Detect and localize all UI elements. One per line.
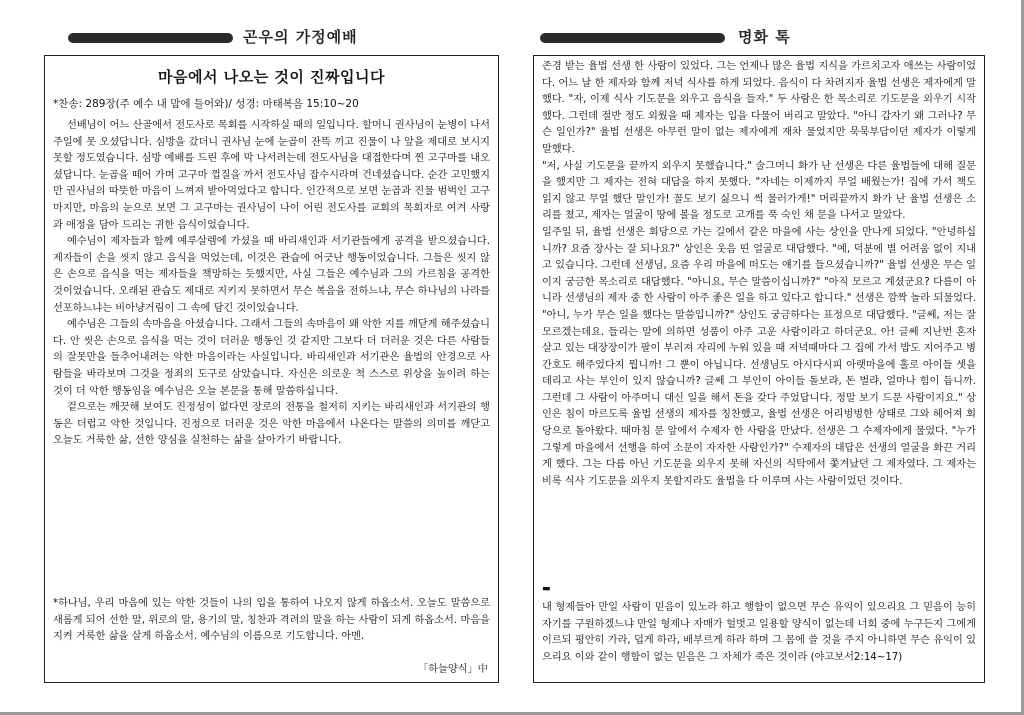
story-paragraph: 존경 받는 율법 선생 한 사람이 있었다. 그는 언제나 많은 율법 지식을 가르치고자 애쓰는 사람이었다. 어느 날 한 제자와 함께 저녁 식사를 하게 되었다. 음식이 다 차려지자 율법 선생은 제자에게 말했다. "자, 이제 식사 기도문을 외우고 음식을 들자." 두 사람은 한 목소리로 기도문을 외우기 시작했다. 그런데 절반 정도 외웠을 때 제자는 입을 다물어 버리고 말았다. "아니 갑자기 왜 그러나? 무슨 일인가?" 율법 선생은 아무런 말이 없는 제자에게 재차 물었지만 묵묵부답이던 제자가 이렇게 말했다. — [542, 61, 976, 155]
right-header-bar — [540, 33, 725, 43]
sermon-paragraph: 선배님이 어느 산골에서 전도사로 목회를 시작하실 때의 일입니다. 할머니 권사님이 눈병이 나서 주일에 못 오셨답니다. 심방을 갔더니 권사님 눈에 눈곱이 잔뜩 끼고 진물이 나 앞을 제대로 보시지 못할 정도였습니다. 심방 예배를 드린 후에 막 나서려는데 전도사님을 대접한다며 찐 고구마를 내오셨답니다. 눈곱을 떼어 가며 고구마 껍질을 까서 전도사님 잡수시라며 건네셨습니다. 순간 고민했지만 권사님의 따뜻한 마음이 느껴져 받아먹었다고 합니다. 인간적으로 보면 눈곱과 진물 범벅인 고구마지만, 마음의 눈으로 보면 그 고구마는 권사님이 나이 어린 전도사를 교회의 목회자로 여겨 사랑과 애정을 담아 드리는 귀한 음식이었습니다. — [53, 120, 490, 231]
hymn-and-scripture: *찬송: 289장(주 예수 내 맘에 들어와)/ 성경: 마태복음 15:10~20 — [53, 98, 359, 110]
story-paragraph: 일주일 뒤, 율법 선생은 회당으로 가는 길에서 같은 마을에 사는 상인을 만나게 되었다. "안녕하십니까? 요즘 장사는 잘 되나요?" 상인은 웃음 띤 얼굴로 대답했다. "예, 덕분에 별 어려움 없이 지내고 있습니다. 그런데 선생님, 요즘 우리 마을에 떠도는 얘기를 들으셨습니까?" 율법 선생은 무슨 일이지 궁금한 목소리로 대답했다. "아니요, 무슨 말씀이십니까?" "아직 모르고 계셨군요? 다름이 아니라 선생님의 제자 중 한 사람이 아주 좋은 일을 하고 있다고 합니다." 선생은 깜짝 놀라 되물었다. "아니, 누가 무슨 일을 했다는 말씀입니까?" 상인도 궁금하다는 표정으로 대답했다. "글쎄, 저는 잘 모르겠는데요. 들리는 말에 의하면 성품이 아주 고운 사람이라고 하더군요. 아! 글쎄 지난번 혼자 살고 있는 대장장이가 팔이 부러져 자리에 누워 있을 때 저녁때마다 그 집에 가서 밥도 지어주고 병간호도 해주었다지 뭡니까! 그 뿐이 아닙니다. 선생님도 아시다시피 아랫마을에 홀로 아이들 셋을 데리고 사는 부인이 있지 않습니까? 글쎄 그 부인이 아이들 돌보랴, 돈 벌랴, 얼마나 힘이 듭니까. 그런데 그 사람이 아주머니 대신 일을 해서 돈을 갖다 주었답니다. 정말 보기 드문 사람이지요." 상인은 침이 마르도록 율법 선생의 제자를 칭찬했고, 율법 선생은 어리벙벙한 상태로 그와 헤어져 회당으로 돌아왔다. 때마침 문 앞에서 수제자 한 사람을 만났다. 선생은 그 수제자에게 물었다. "누가 그렇게 마을에서 선행을 하여 소문이 자자한 사람인가?" 수제자의 대답은 선생의 얼굴을 화끈 거리게 했다. 그는 다름 아닌 기도문을 외우지 못해 자신의 식탁에서 쫓겨났던 그 제자였다. 그 제자는 비록 식사 기도문을 외우지 못할지라도 율법을 다 이루며 사는 사람이었던 것이다. — [542, 226, 976, 487]
sermon-paragraph: 예수님이 제자들과 함께 예루살렘에 가셨을 때 바리새인과 서기관들에게 공격을 받으셨습니다. 제자들이 손을 씻지 않고 음식을 먹었는데, 이것은 관습에 어긋난 행동이었습니다. 그들은 씻지 않은 손으로 음식을 먹는 제자들을 책망하는 듯했지만, 사실 그들은 예수님과 그의 가르침을 공격한 것이었습니다. 오래된 관습도 제대로 지키지 못하면서 무슨 복음을 전하느냐, 무슨 하나님의 나라를 선포하느냐는 비아냥거림이 그 속에 담긴 것이었습니다. — [53, 236, 490, 314]
section-bullet: ▬ — [542, 584, 551, 594]
sermon-paragraph: 예수님은 그들의 속마음을 아셨습니다. 그래서 그들의 속마음이 왜 악한 지를 깨닫게 해주셨습니다. 안 씻은 손으로 음식을 먹는 것이 더러운 행동인 것 같지만 그보다 더 더러운 것은 다른 사람들의 잘못만을 들추어내려는 악한 마음이라는 사실입니다. 바리새인과 서기관은 율법의 안경으로 사람들을 바라보며 그것을 정죄의 도구로 삼았습니다. 자신은 의로운 척 스스로 위상을 높이려 하는 것이 더 악한 행동임을 예수님은 오늘 본문을 통해 말씀하십니다. — [53, 319, 490, 397]
left-header-title: 곤우의 가정예배 — [243, 28, 358, 46]
source-credit: 「하늘양식」中 — [418, 664, 488, 675]
right-header-title: 명화 톡 — [738, 28, 791, 46]
sermon-paragraph: 겉으로는 깨끗해 보여도 진정성이 없다면 장로의 전통을 철저히 지키는 바리새인과 서기관의 행동은 더럽고 악한 것입니다. 진정으로 더러운 것은 악한 마음에서 나온다는 말씀의 의미를 깨닫고 오늘도 거룩한 삶, 선한 양심을 실천하는 삶을 살아가기 바랍니다. — [53, 402, 490, 447]
story-paragraph: "저, 사실 기도문을 끝까지 외우지 못했습니다." 술그머니 화가 난 선생은 다른 율법들에 대해 질문을 했지만 그 제자는 전혀 대답을 하지 못했다. "자네는 이제까지 무얼 배웠는가! 집에 가서 책도 읽지 않고 무얼 했단 말인가! 꼴도 보기 싫으니 썩 물러가게!" 머리끝까지 화가 난 율법 선생은 소리를 쳤고, 제자는 얼굴이 땅에 볼을 정도로 고개를 푹 숙인 채 문을 나서고 말았다. — [542, 160, 976, 222]
left-header-bar — [68, 33, 233, 43]
left-panel — [44, 55, 499, 683]
story-body — [542, 59, 976, 490]
prayer-text: *하나님, 우리 마음에 있는 악한 것들이 나의 입을 통하여 나오지 않게 하옵소서. 오늘도 말씀으로 새롭게 되어 선한 말, 위로의 말, 용기의 말, 칭찬과 격려의 말을 하는 사람이 되게 하옵소서. 마음을 지켜 거룩한 삶을 살게 하옵소서. 예수님의 이름으로 기도합니다. 아멘. — [53, 598, 490, 643]
sermon-body — [53, 118, 490, 450]
closing-prayer — [53, 596, 490, 646]
verse-text: 내 형제들아 만일 사람이 믿음이 있노라 하고 행함이 없으면 무슨 유익이 있으리요 그 믿음이 능히 자기를 구원하겠느냐 만일 형제나 자매가 헐벗고 일용할 양식이 없는데 너희 중에 누구든지 그에게 이르되 평안히 가라, 덥게 하라, 배부르게 하라 하며 그 몸에 쓸 것을 주지 아니하면 무슨 유익이 있으리요 이와 같이 행함이 없는 믿음은 그 자체가 죽은 것이라 (야고보서2:14~17) — [542, 602, 976, 663]
article-title: 마음에서 나오는 것이 진짜입니다 — [157, 68, 386, 86]
scripture-verse — [542, 600, 976, 666]
right-panel — [533, 55, 985, 683]
